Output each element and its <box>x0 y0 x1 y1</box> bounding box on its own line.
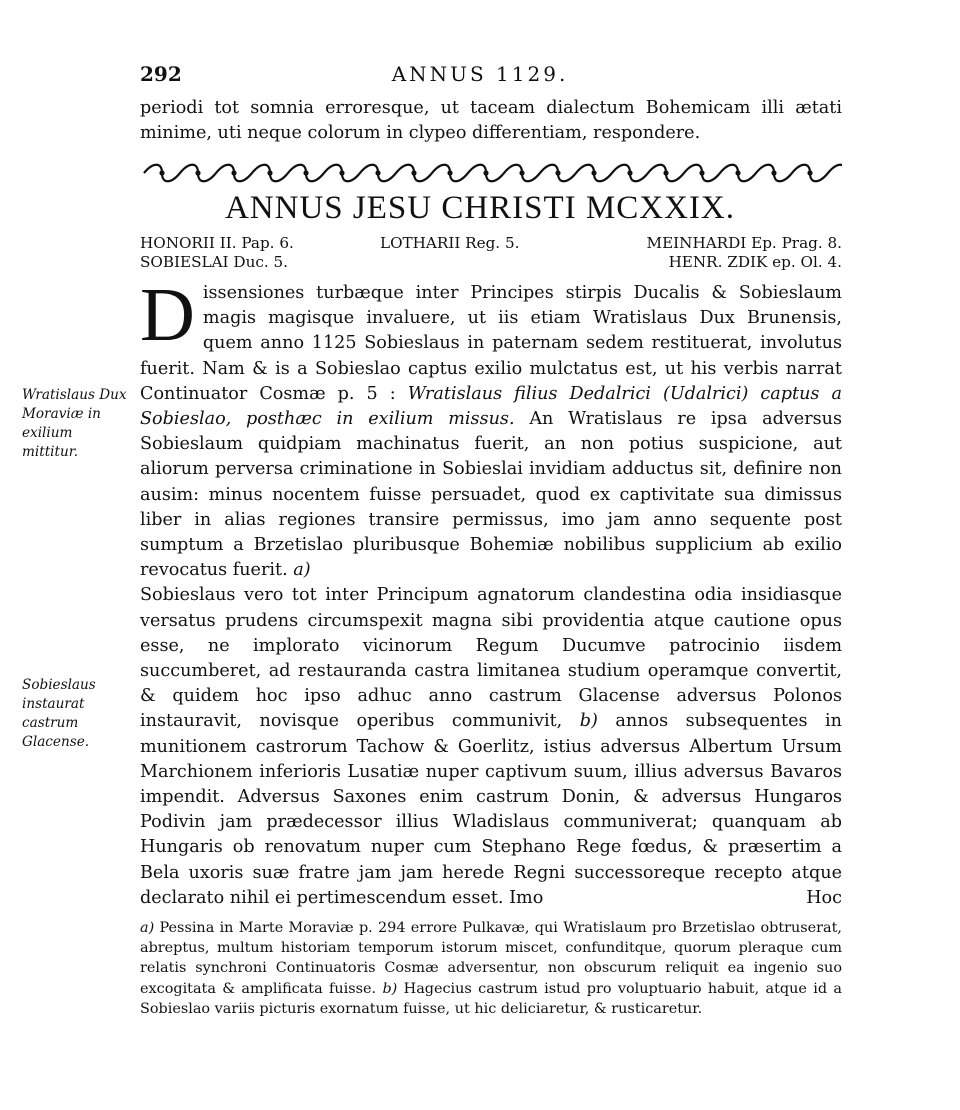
paragraph-1-text-b: An Wratislaus re ipsa adversus Sobieslaum quidpiam machinatus fuerit, an non potius suspicione, aut aliorum perversa criminatione in Sobieslai invidiam adductus sit, definire non ausim: minus nocentem fuisse persuadet, quod ex captivitate sua dimissus liber in alias regiones transire permissus, imo jam anno sequente post sumptum a Brzetislao pluribusque Bohemiæ nobilibus supplicium ab exilio revocatus fuerit. <box>140 409 842 581</box>
footnote-a-text: Pessina in Marte Moraviæ p. 294 errore Pulkavæ, qui Wratislaum pro Brzetislao obtruserat, abreptus, multum historiam temporum istorum miscet, confunditque, quorum pleraque cum relatis synchroni Continuatoris Cosmæ adversentur, non obscurum reliquit ea ingenio suo excogitata & amplificata fuisse. <box>140 920 842 997</box>
ornament-dot <box>303 170 308 175</box>
paragraph-2 <box>140 583 842 911</box>
paragraph-1 <box>140 273 842 583</box>
margin-note-sobieslaus: Sobieslaus instaurat castrum Glacense. <box>22 677 96 750</box>
ornament-dot <box>267 170 272 175</box>
paragraph-1-text-a: issensiones turbæque inter Principes stirpis Ducalis & Sobieslaum magis magisque invaluere, ut iis etiam Wratislaus Dux Brunensis, quem anno 1125 Sobieslaus in paternam sedem restituerat, involutus fuerit. Nam & is a Sobieslao captus exilio mulctatus est, ut his verbis narrat Continuator Cosmæ p. 5 : <box>140 283 842 404</box>
ornament-dot <box>735 170 740 175</box>
ornament-dot <box>663 170 668 175</box>
ornament-dot <box>627 170 632 175</box>
drop-cap: D <box>140 273 195 357</box>
ornament-dot <box>339 170 344 175</box>
ornament-dot <box>519 170 524 175</box>
ornament-dot <box>411 170 416 175</box>
pope-year: HONORII II. Pap. 6. <box>140 234 294 252</box>
duke-year: SOBIESLAI Duc. 5. <box>140 253 288 271</box>
footnote-ref-a: a) <box>293 560 311 581</box>
footnote-ref-b: b) <box>579 711 598 732</box>
regnal-row-1 <box>140 234 842 253</box>
footnote-b-label: b) <box>382 980 398 997</box>
footnote-a-label: a) <box>140 920 155 936</box>
catchword: Hoc <box>806 887 842 908</box>
margin-note-wratislaus: Wratislaus Dux Moraviæ in exilium mittitur. <box>22 387 127 460</box>
ornament-dot <box>699 170 704 175</box>
ornament-dot <box>483 170 488 175</box>
main-text <box>140 273 842 911</box>
intro-paragraph: periodi tot somnia erroresque, ut taceam dialectum Bohemicam illi ætati minime, uti neque colorum in clypeo differentiam, respondere. <box>140 98 842 144</box>
footnote-b-text: Hagecius castrum istud pro voluptuario habuit, atque id a Sobieslao variis picturis exornatum fuisse, ut hic deliciaretur, & rusticaretur. <box>140 980 842 1017</box>
bishop-prague-year: MEINHARDI Ep. Prag. 8. <box>646 234 842 252</box>
ornament-dot <box>195 170 200 175</box>
bishop-olomouc-year: HENR. ZDIK ep. Ol. 4. <box>668 253 842 271</box>
footnote-block <box>140 918 842 1019</box>
ornament-dot <box>375 170 380 175</box>
regnal-row-2 <box>140 253 842 272</box>
ornament-divider <box>140 160 842 186</box>
ornament-dot <box>591 170 596 175</box>
ornament-dot <box>807 170 812 175</box>
king-year: LOTHARII Reg. 5. <box>380 234 520 252</box>
year-heading: ANNUS JESU CHRISTI MCXXIX. <box>224 190 736 226</box>
ornament-dot <box>771 170 776 175</box>
ornament-dot <box>555 170 560 175</box>
continuator-quote: Wratislaus filius Dedalrici (Udalrici) captus a Sobieslao, posthæc in exilium missus. <box>140 383 842 430</box>
running-head: ANNUS 1129. <box>391 62 569 86</box>
paragraph-2-text-b: annos subsequentes in munitionem castrorum Tachow & Goerlitz, istius adversus Albertum Ursum Marchionem inferioris Lusatiæ nuper captivum suum, illius adversus Bavaros impendit. Adversus Saxones enim castrum Donin, & adversus Hungaros Podivin jam prædecessor illius Wladislaus communiverat; quanquam ab Hungaris ob renovatum nuper cum Stephano Rege fœdus, & præsertim a Bela uxoris suæ fratre jam jam herede Regni successoreque recepto atque declarato nihil ei pertimescendum esset. Imo <box>140 711 842 908</box>
ornament-dot <box>231 170 236 175</box>
paragraph-2-text-a: Sobieslaus vero tot inter Principum agnatorum clandestina odia insidiasque versatus prudens circumspexit magna sibi providentia atque cautione opus esse, ne implorato vicinorum Regum Ducumve patrocinio iisdem succumberet, ad restauranda castra limitanea studium operamque convertit, & quidem hoc ipso adhuc anno castrum Glacense adversus Polonos instauravit, novisque operibus communivit, <box>140 585 842 732</box>
ornament-dot <box>159 170 164 175</box>
regnal-empty <box>380 253 610 272</box>
regnal-years <box>140 234 842 272</box>
page-number: 292 <box>140 62 182 86</box>
footnotes <box>140 918 842 1019</box>
ornament-dot <box>447 170 452 175</box>
